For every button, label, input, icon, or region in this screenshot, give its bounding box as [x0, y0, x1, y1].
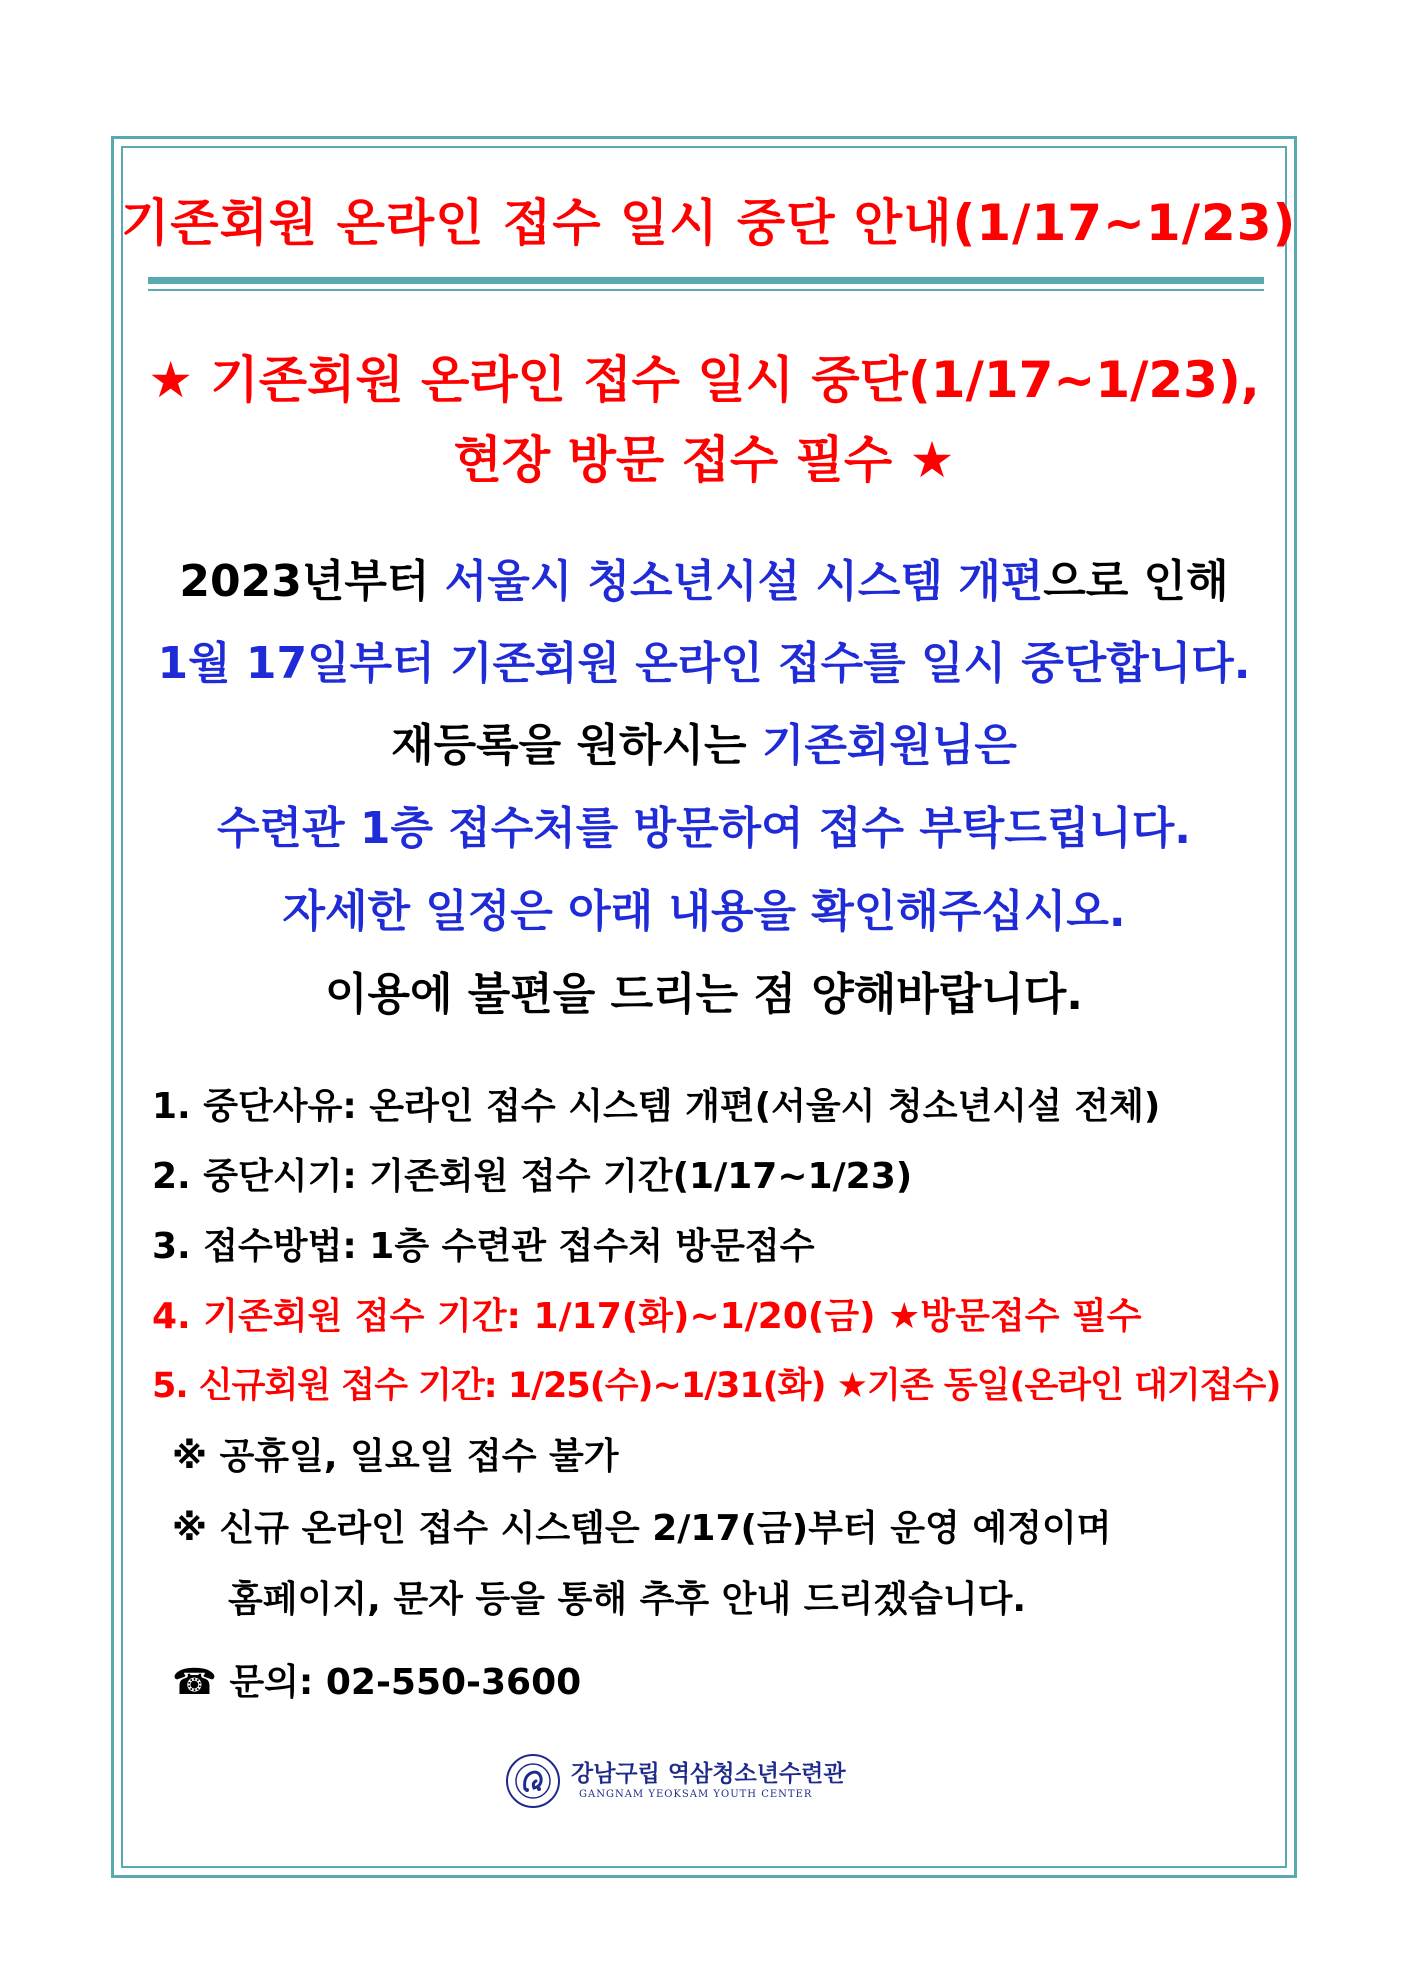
note-2: ※ 신규 온라인 접수 시스템은 2/17(금)부터 운영 예정이며 [172, 1508, 1112, 1549]
info-item-1: 1. 중단사유: 온라인 접수 시스템 개편(서울시 청소년시설 전체) [152, 1086, 1161, 1127]
body-paragraph-2: 1월 17일부터 기존회원 온라인 접수를 일시 중단합니다. [157, 638, 1251, 689]
body-paragraph-3 [121, 709, 1287, 773]
headline-line-2: 현장 방문 접수 필수 ★ [453, 431, 955, 489]
title-underline-thick [148, 277, 1264, 284]
logo-name-korean: 강남구립 역삼청소년수련관 [571, 1760, 846, 1787]
info-item-3: 3. 접수방법: 1층 수련관 접수처 방문접수 [152, 1226, 815, 1267]
body-paragraph-1 [121, 545, 1287, 609]
body-text: 재등록을 원하시는 [391, 720, 762, 771]
center-logo [505, 1753, 905, 1809]
contact-phone: ☎ 문의: 02-550-3600 [172, 1662, 582, 1703]
note-2-continued: 홈페이지, 문자 등을 통해 추후 안내 드리겠습니다. [228, 1579, 1027, 1620]
note-1: ※ 공휴일, 일요일 접수 불가 [172, 1436, 619, 1477]
title-underline-thin [148, 289, 1264, 291]
body-highlight: 기존회원님은 [761, 720, 1017, 771]
body-text: 2023년부터 [179, 556, 445, 607]
notice-title: 기존회원 온라인 접수 일시 중단 안내(1/17~1/23) [121, 194, 1297, 252]
body-paragraph-6: 이용에 불편을 드리는 점 양해바랍니다. [324, 969, 1084, 1020]
seal-icon [505, 1753, 561, 1809]
headline-line-1: ★ 기존회원 온라인 접수 일시 중단(1/17~1/23), [148, 351, 1260, 409]
body-paragraph-5: 자세한 일정은 아래 내용을 확인해주십시오. [282, 886, 1126, 937]
body-paragraph-4: 수련관 1층 접수처를 방문하여 접수 부탁드립니다. [217, 803, 1191, 854]
info-item-5: 5. 신규회원 접수 기간: 1/25(수)~1/31(화) ★기존 동일(온라인 대기접수) [152, 1366, 1281, 1406]
info-item-2: 2. 중단시기: 기존회원 접수 기간(1/17~1/23) [152, 1156, 913, 1197]
body-text: 으로 인해 [1043, 556, 1229, 607]
body-highlight: 서울시 청소년시설 시스템 개편 [444, 556, 1044, 607]
info-item-4: 4. 기존회원 접수 기간: 1/17(화)~1/20(금) ★방문접수 필수 [152, 1296, 1142, 1337]
logo-name-english: GANGNAM YEOKSAM YOUTH CENTER [579, 1789, 813, 1800]
